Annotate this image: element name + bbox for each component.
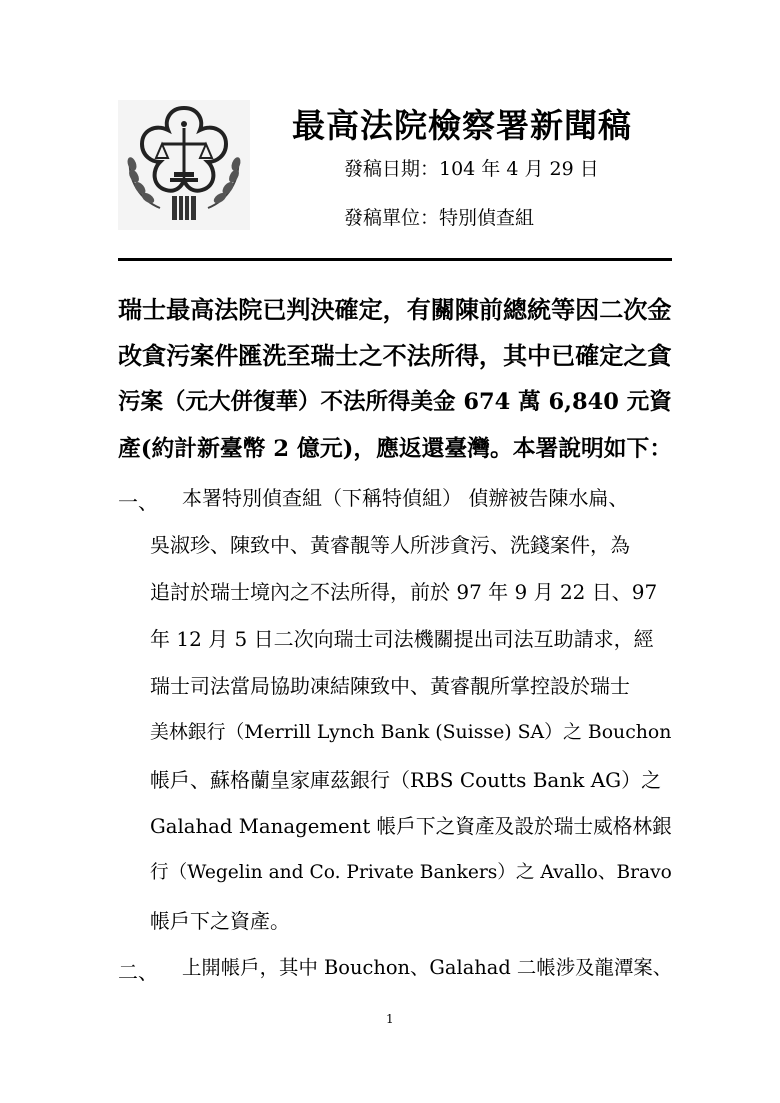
page-number: 1 bbox=[386, 1012, 394, 1026]
section-number: 二、 bbox=[118, 960, 158, 984]
body-line: 吳淑珍、陳致中、黃睿靚等人所涉貪污、洗錢案件，為 bbox=[150, 533, 630, 557]
body-line: 上開帳戶，其中 Bouchon、Galahad 二帳涉及龍潭案、 bbox=[182, 956, 673, 979]
body-line: 行（Wegelin and Co. Private Bankers）之 Avallo、Bravo bbox=[150, 862, 672, 883]
body-line: 年 12 月 5 日二次向瑞士司法機關提出司法互助請求，經 bbox=[150, 627, 654, 651]
body-line: 瑞士司法當局協助凍結陳致中、黃睿靚所掌控設於瑞士 bbox=[150, 674, 630, 698]
body-line: 本署特別偵查組（下稱特偵組） 偵辦被告陳水扁、 bbox=[182, 486, 629, 510]
body-line: Galahad Management 帳戶下之資產及設於瑞士威格林銀 bbox=[150, 815, 672, 838]
body-line: 帳戶下之資產。 bbox=[150, 909, 290, 933]
section-number: 一、 bbox=[118, 490, 158, 514]
court-emblem-logo bbox=[118, 100, 250, 230]
body-line: 帳戶、蘇格蘭皇家庫茲銀行（RBS Coutts Bank AG）之 bbox=[150, 768, 662, 792]
lead-line: 污案（元大併復華）不法所得美金 674 萬 6,840 元資 bbox=[118, 389, 672, 415]
body-line: 追討於瑞士境內之不法所得，前於 97 年 9 月 22 日、97 bbox=[150, 580, 658, 604]
lead-line: 產(約計新臺幣 2 億元)，應返還臺灣。本署說明如下： bbox=[118, 436, 673, 462]
lead-line: 改貪污案件匯洗至瑞士之不法所得，其中已確定之貪 bbox=[118, 341, 672, 370]
header-divider bbox=[118, 258, 672, 261]
release-date: 發稿日期：104 年 4 月 29 日 bbox=[344, 158, 599, 180]
body-line: 美林銀行（Merrill Lynch Bank (Suisse) SA）之 Bouchon bbox=[150, 721, 672, 743]
lead-line: 瑞士最高法院已判決確定，有關陳前總統等因二次金 bbox=[118, 295, 672, 324]
release-unit: 發稿單位：特別偵查組 bbox=[344, 207, 535, 229]
court-emblem-icon bbox=[118, 100, 250, 230]
press-release-title: 最高法院檢察署新聞稿 bbox=[292, 106, 632, 145]
